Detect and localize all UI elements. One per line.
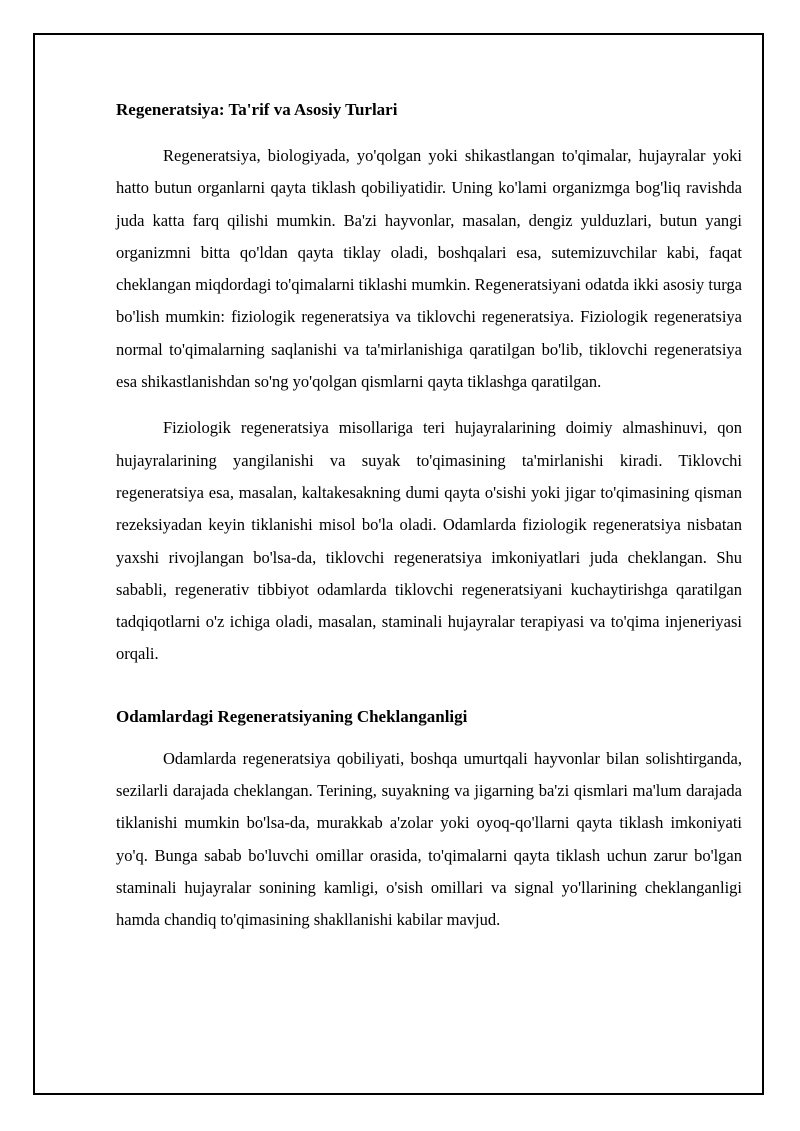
paragraph-examples: Fiziologik regeneratsiya misollariga teri hujayralarining doimiy almashinuvi, qon hujayralarining yangilanishi va suyak to'qimasining ta'mirlanishi kiradi. Tiklovchi regeneratsiya esa, masalan, kaltakesakning dumi qayta o'sishi yoki jigar to'qimasining qisman rezeksiyadan keyin tiklanishi misol bo'la oladi. Odamlarda fiziologik regeneratsiya nisbatan yaxshi rivojlangan bo'lsa-da, tiklovchi regeneratsiya imkoniyatlari juda cheklangan. Shu sababli, regenerativ tibbiyot odamlarda tiklovchi regeneratsiyani kuchaytirishga qaratilgan tadqiqotlarni o'z ichiga oladi, masalan, staminali hujayralar terapiyasi va to'qima injeneriyasi orqali. <box>116 418 742 664</box>
paragraph-definition: Regeneratsiya, biologiyada, yo'qolgan yoki shikastlangan to'qimalar, hujayralar yoki hatto butun organlarni qayta tiklash qobiliyatidir. Uning ko'lami organizmga bog'liq ravishda juda katta farq qilishi mumkin. Ba'zi hayvonlar, masalan, dengiz yulduzlari, butun yangi organizmni bitta qo'ldan qayta tiklay oladi, boshqalari esa, sutemizuvchilar kabi, faqat cheklangan miqdordagi to'qimalarni tiklashi mumkin. Regeneratsiyani odatda ikki asosiy turga bo'lish mumkin: fiziologik regeneratsiya va tiklovchi regeneratsiya. Fiziologik regeneratsiya normal to'qimalarning saqlanishi va ta'mirlanishiga qaratilgan bo'lib, tiklovchi regeneratsiya esa shikastlanishdan so'ng yo'qolgan qismlarni qayta tiklashga qaratilgan. <box>116 146 742 392</box>
document-body <box>116 96 742 937</box>
section-heading-limitations: Odamlardagi Regeneratsiyaning Cheklanganligi <box>116 706 468 726</box>
section-heading-definition: Regeneratsiya: Ta'rif va Asosiy Turlari <box>116 100 398 119</box>
paragraph-limitations: Odamlarda regeneratsiya qobiliyati, boshqa umurtqali hayvonlar bilan solishtirganda, sezilarli darajada cheklangan. Terining, suyakning va jigarning ba'zi qismlari ma'lum darajada tiklanishi mumkin bo'lsa-da, murakkab a'zolar yoki oyoq-qo'llarni qayta tiklash imkoniyati yo'q. Bunga sabab bo'luvchi omillar orasida, to'qimalarni qayta tiklash uchun zarur bo'lgan staminali hujayralar sonining kamligi, o'sish omillari va signal yo'llarining cheklanganligi hamda chandiq to'qimasining shakllanishi kabilar mavjud. <box>116 748 742 930</box>
